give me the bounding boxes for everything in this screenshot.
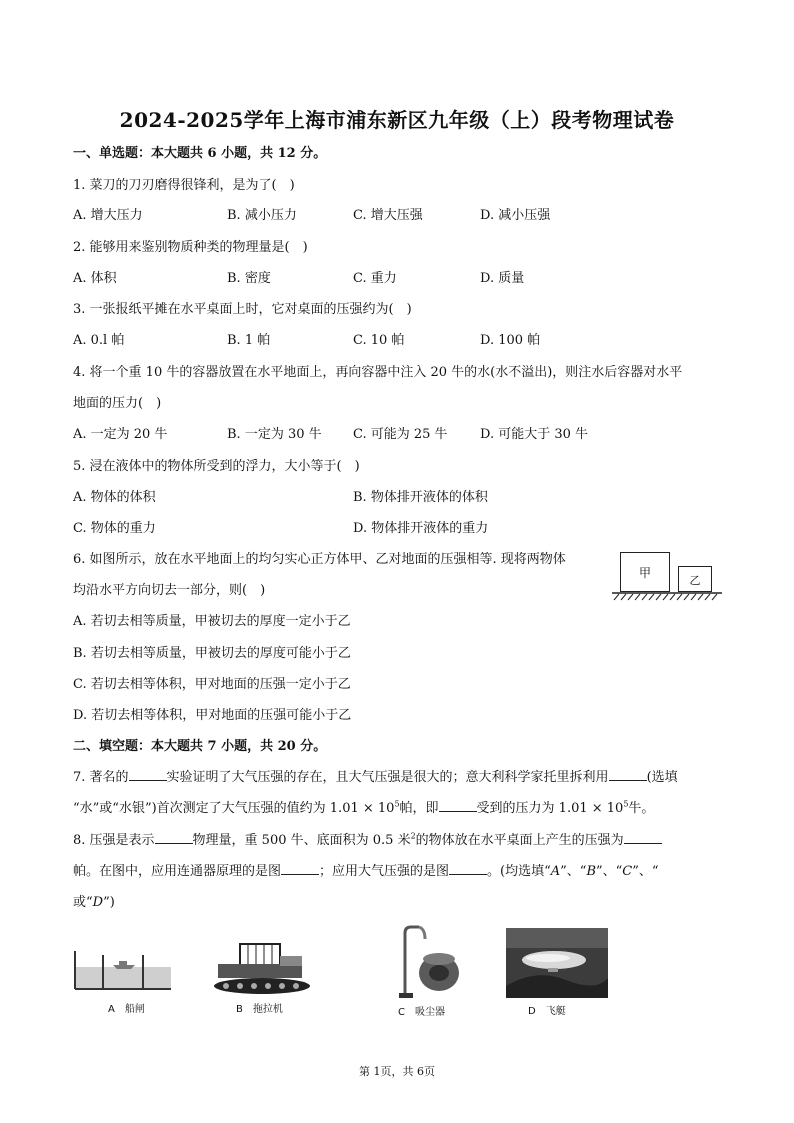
q7-text-3: (选填: [646, 770, 678, 785]
cubes-figure: [612, 552, 722, 604]
question-4-stem-line1: 4. 将一个重 10 牛的容器放置在水平地面上，再向容器中注入 20 牛的水(水不溢出)，则注水后容器对水平: [73, 365, 683, 380]
page-title: 2024-2025学年上海市浦东新区九年级（上）段考物理试卷: [119, 108, 675, 132]
q7-exponent-1: 5: [394, 799, 400, 809]
q7-blank-3[interactable]: [439, 799, 477, 812]
q3-option-c[interactable]: C. 10 帕: [353, 333, 405, 348]
ground-hatching: [612, 592, 722, 604]
q8-blank-3[interactable]: [281, 862, 319, 875]
q8-text-2: 物理量，重 500 牛、底面积为 0.5 米: [192, 833, 411, 848]
section-heading-fill-blank: 二、填空题：本大题共 7 小题，共 20 分。: [73, 739, 327, 754]
figure-d-caption: D 飞艇: [528, 1006, 566, 1017]
q5-option-a[interactable]: A. 物体的体积: [73, 490, 156, 505]
q2-option-d[interactable]: D. 质量: [480, 271, 525, 286]
q1-option-b[interactable]: B. 减小压力: [227, 208, 297, 223]
question-4-stem-line2: 地面的压力( ): [73, 396, 162, 411]
q7-exponent-2: 5: [623, 799, 629, 809]
q6-option-a[interactable]: A. 若切去相等质量，甲被切去的厚度一定小于乙: [73, 614, 351, 629]
question-1-stem: 1. 菜刀的刀刃磨得很锋利，是为了( ): [73, 178, 295, 193]
q8-blank-1[interactable]: [155, 831, 193, 844]
question-8-line3: [73, 893, 115, 913]
question-3-stem: 3. 一张报纸平摊在水平桌面上时，它对桌面的压强约为( ): [73, 302, 412, 317]
question-8-line1: [73, 831, 662, 851]
q7-blank-1[interactable]: [129, 768, 167, 781]
q8-letter-d: D: [92, 895, 104, 910]
cube-yi-label: 乙: [689, 574, 701, 587]
q7-text-2: 实验证明了大气压强的存在，且大气压强是很大的；意大利科学家托里拆利用: [166, 770, 609, 785]
section-heading-single-choice: 一、单选题：本大题共 6 小题，共 12 分。: [73, 146, 327, 161]
q6-option-b[interactable]: B. 若切去相等质量，甲被切去的厚度可能小于乙: [73, 646, 351, 661]
q8-text-5: 帕。在图中，应用连通器原理的是图: [73, 864, 282, 879]
q1-option-c[interactable]: C. 增大压强: [353, 208, 423, 223]
cube-yi: [678, 566, 712, 592]
q3-option-b[interactable]: B. 1 帕: [227, 333, 271, 348]
q8-text-9: ”): [103, 895, 115, 910]
q3-option-a[interactable]: A. 0.l 帕: [73, 333, 125, 348]
figure-a-caption: A 船闸: [108, 1004, 145, 1015]
page-footer: 第 1页，共 6页: [359, 1065, 435, 1078]
q4-option-b[interactable]: B. 一定为 30 牛: [227, 427, 322, 442]
q8-text-6: ；应用大气压强的是图: [319, 864, 450, 879]
q4-option-d[interactable]: D. 可能大于 30 牛: [480, 427, 589, 442]
ship-lock-illustration: [73, 945, 173, 995]
figure-b-caption: B 拖拉机: [236, 1004, 283, 1015]
question-2-stem: 2. 能够用来鉴别物质种类的物理量是( ): [73, 240, 308, 255]
q8-letter-c: C: [622, 864, 633, 879]
q2-option-c[interactable]: C. 重力: [353, 271, 397, 286]
question-8-line2: [73, 862, 659, 882]
q8-text-7: 。(均选填“: [487, 864, 551, 879]
q6-option-c[interactable]: C. 若切去相等体积，甲对地面的压强一定小于乙: [73, 677, 351, 692]
question-6-stem-line1: 6. 如图所示，放在水平地面上的均匀实心正方体甲、乙对地面的压强相等. 现将两物体: [73, 552, 566, 567]
q7-text-7: 牛。: [628, 801, 655, 816]
q4-option-a[interactable]: A. 一定为 20 牛: [73, 427, 168, 442]
q8-sep-3: ”、“: [632, 864, 659, 879]
q7-text-6: 受到的压力为 1.01 × 10: [476, 801, 624, 816]
q3-option-d[interactable]: D. 100 帕: [480, 333, 541, 348]
q7-blank-2[interactable]: [609, 768, 647, 781]
q2-option-a[interactable]: A. 体积: [73, 271, 117, 286]
q8-text-1: 8. 压强是表示: [73, 833, 155, 848]
q8-sep-2: ”、“: [596, 864, 623, 879]
q7-text-1: 7. 著名的: [73, 770, 129, 785]
q5-option-d[interactable]: D. 物体排开液体的重力: [353, 521, 489, 536]
q8-letter-a: A: [550, 864, 561, 879]
cube-jia: [620, 552, 670, 592]
figure-c-caption: C 吸尘器: [398, 1007, 445, 1018]
cube-jia-label: 甲: [638, 566, 651, 580]
q1-option-a[interactable]: A. 增大压力: [73, 208, 143, 223]
q4-option-c[interactable]: C. 可能为 25 牛: [353, 427, 448, 442]
q2-option-b[interactable]: B. 密度: [227, 271, 271, 286]
q8-exponent: 2: [410, 831, 416, 841]
q1-option-d[interactable]: D. 减小压强: [480, 208, 551, 223]
q7-text-4: “水”或“水银”)首次测定了大气压强的值约为 1.01 × 10: [73, 801, 395, 816]
q8-blank-2[interactable]: [624, 831, 662, 844]
question-5-stem: 5. 浸在液体中的物体所受到的浮力，大小等于( ): [73, 459, 360, 474]
vacuum-cleaner-illustration: [395, 925, 465, 1001]
q7-text-5: 帕，即: [399, 801, 439, 816]
q8-letter-b: B: [586, 864, 596, 879]
question-7-line2: [73, 799, 654, 819]
q8-blank-4[interactable]: [449, 862, 487, 875]
tractor-illustration: [210, 940, 315, 998]
airship-photo: [506, 928, 608, 998]
q8-text-4: 的物体放在水平桌面上产生的压强为: [415, 833, 624, 848]
question-6-stem-line2: 均沿水平方向切去一部分，则( ): [73, 583, 266, 598]
q8-text-8: 或“: [73, 895, 93, 910]
question-7-line1: [73, 768, 678, 788]
q8-sep-1: ”、“: [560, 864, 587, 879]
q5-option-b[interactable]: B. 物体排开液体的体积: [353, 490, 488, 505]
q6-option-d[interactable]: D. 若切去相等体积，甲对地面的压强可能小于乙: [73, 708, 352, 723]
q5-option-c[interactable]: C. 物体的重力: [73, 521, 156, 536]
